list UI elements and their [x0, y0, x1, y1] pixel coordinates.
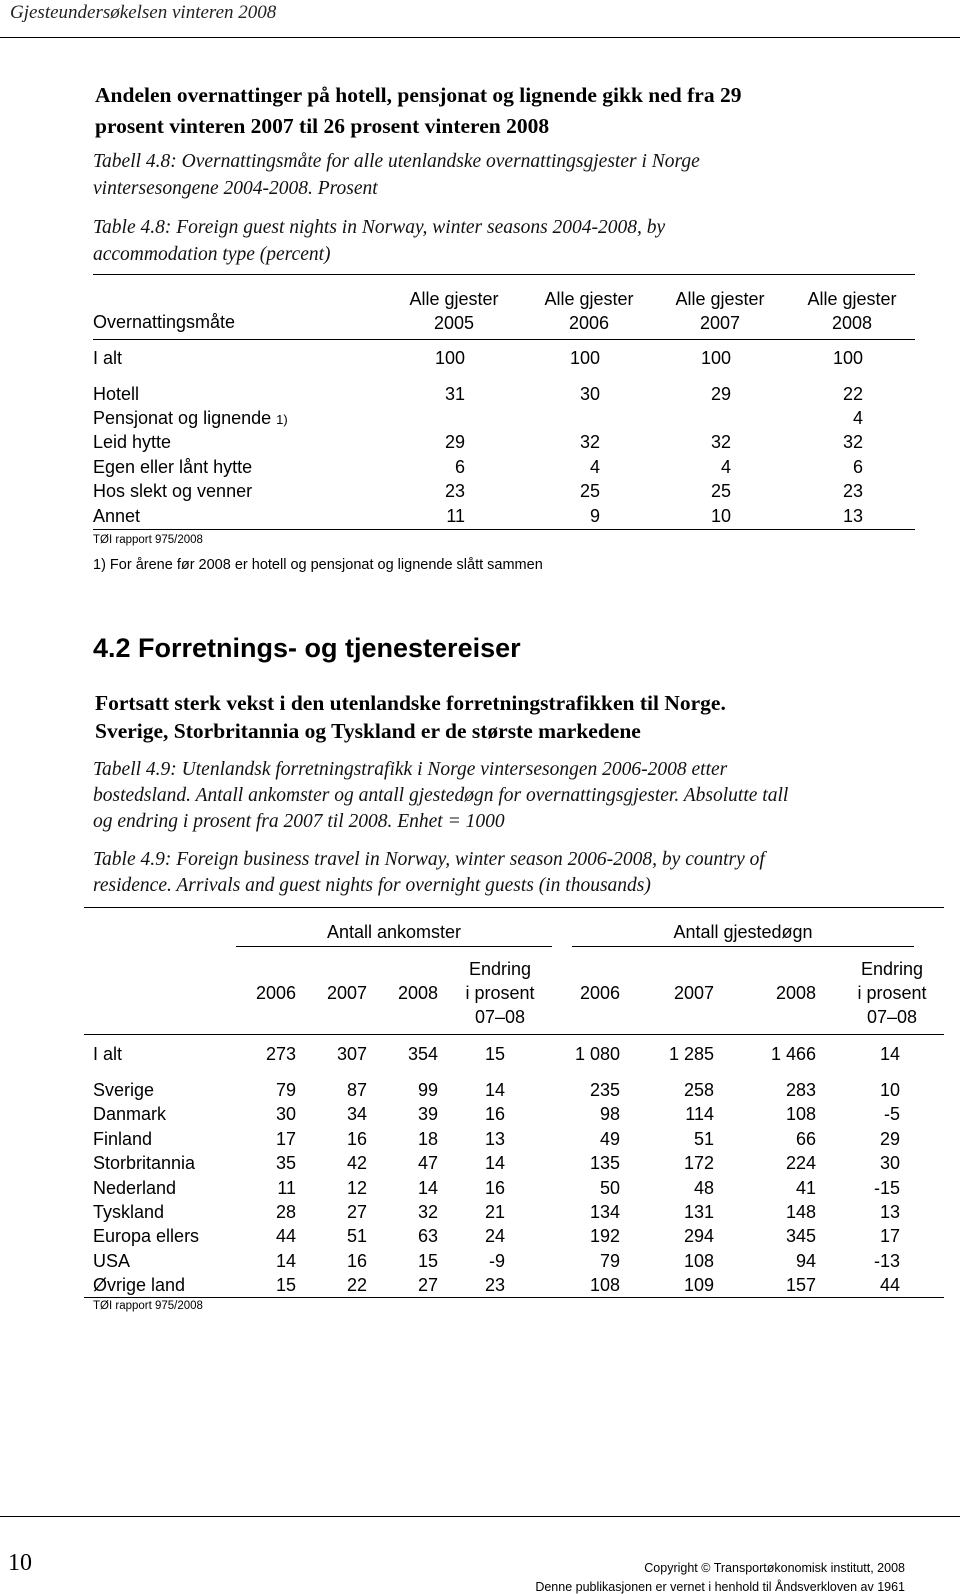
table2-cell: 135: [589, 1153, 620, 1174]
table2-cell: 27: [417, 1275, 438, 1296]
table2-row-label: Tyskland: [93, 1202, 165, 1222]
table2-top-rule: [84, 907, 944, 908]
table1-top-rule: [93, 274, 915, 275]
table2-cell: 258: [683, 1080, 714, 1100]
table2-caption-no-2: bostedsland. Antall ankomster og antall gjestedøgn for overnattingsgjester. Absolutte tall: [93, 785, 789, 806]
table2-cell: 87: [346, 1080, 367, 1100]
table2-group-rule: [572, 946, 914, 947]
table2-row-label: Finland: [93, 1128, 153, 1149]
table2-row-label: Sverige: [93, 1080, 155, 1100]
table2-source: TØI rapport 975/2008: [93, 1300, 203, 1312]
table2-cell: 224: [785, 1153, 816, 1174]
table2-cell: 16: [346, 1250, 367, 1271]
table2-cell: 16: [346, 1128, 367, 1149]
header-divider: [0, 37, 960, 38]
table2-cell: 108: [589, 1275, 620, 1296]
table2-cell: 14: [879, 1044, 900, 1064]
table2-cell: 14: [417, 1177, 438, 1198]
table2-row-label: Danmark: [93, 1104, 167, 1125]
table2-cell: 28: [275, 1202, 296, 1222]
table1-cell: 4: [589, 457, 600, 477]
table1-cell: 6: [454, 457, 465, 477]
table2-cell: 273: [265, 1044, 296, 1064]
table2-caption-en-2: residence. Arrivals and guest nights for overnight guests (in thousands): [93, 875, 651, 896]
table2-row-label: USA: [93, 1250, 131, 1271]
table1-cell: 13: [842, 506, 863, 526]
intro-heading-line-1: Andelen overnattinger på hotell, pensjonat og lignende gikk ned fra 29: [95, 83, 742, 107]
table2-cell: 15: [417, 1250, 438, 1271]
table2-caption-no-1: Tabell 4.9: Utenlandsk forretningstrafikk i Norge vintersesongen 2006-2008 etter: [93, 759, 728, 780]
table2-col: 2007: [326, 983, 367, 1003]
table1-cell: 100: [832, 348, 863, 368]
table2-caption-no-3: og endring i prosent fra 2007 til 2008. Enhet = 1000: [93, 811, 505, 832]
table2-cell: 148: [785, 1202, 816, 1222]
table2-cell: 307: [336, 1044, 367, 1064]
table2-cell: 11: [277, 1177, 296, 1198]
table2-col: 2007: [673, 983, 714, 1003]
table1-cell: 31: [444, 384, 465, 404]
table2-cell: 17: [275, 1128, 296, 1149]
table2-cell: 79: [599, 1250, 620, 1271]
table1-caption-no-2: vintersesongene 2004-2008. Prosent: [93, 178, 378, 199]
table2-col: 2008: [775, 983, 816, 1003]
table2-row-label: Nederland: [93, 1177, 177, 1198]
table2-cell: 27: [346, 1202, 367, 1222]
table2-cell: 14: [484, 1080, 505, 1100]
table2-cell: 29: [879, 1128, 900, 1149]
table1-cell: 4: [852, 408, 863, 428]
table2-cell: 172: [683, 1153, 714, 1174]
table2-cell: 131: [683, 1202, 714, 1222]
table2-group-rule: [236, 946, 552, 947]
table2-cell: 66: [795, 1128, 816, 1149]
table2-cell: 24: [484, 1226, 505, 1247]
table2-cell: 63: [417, 1226, 438, 1247]
table2-cell: 17: [879, 1226, 900, 1247]
table2-header-rule: [84, 1034, 944, 1035]
table2-cell: 35: [275, 1153, 296, 1174]
table2-cell: 23: [484, 1275, 505, 1296]
table2-change-label: i prosent: [857, 983, 927, 1003]
table2-change-label: Endring: [468, 959, 532, 979]
table2-cell: 94: [795, 1250, 816, 1271]
table2-col: 2006: [579, 983, 620, 1003]
table1-cell: 10: [710, 506, 731, 526]
table2-cell: 15: [275, 1275, 296, 1296]
table1-cell: 29: [444, 432, 465, 452]
footnote-marker: 1): [276, 412, 288, 427]
table1-cell: 23: [444, 481, 465, 501]
table1-row-label: [93, 408, 288, 429]
table1-cell: 11: [446, 506, 465, 526]
table2-cell: 157: [785, 1275, 816, 1296]
table1-cell: 4: [720, 457, 731, 477]
table1-cell: 32: [710, 432, 731, 452]
copyright-notice: Denne publikasjonen er vernet i henhold til Åndsverkloven av 1961: [535, 1580, 905, 1594]
table2-col: 2006: [255, 983, 296, 1003]
table2-cell: 192: [589, 1226, 620, 1247]
table1-cell: 25: [579, 481, 600, 501]
table1-cell: 23: [842, 481, 863, 501]
table2-cell: 108: [785, 1104, 816, 1125]
table2-cell: 10: [879, 1080, 900, 1100]
table1-col-year: 2008: [831, 313, 873, 333]
table1-caption-en-2: accommodation type (percent): [93, 244, 331, 265]
table1-caption-en-1: Table 4.8: Foreign guest nights in Norway, winter seasons 2004-2008, by: [93, 217, 666, 238]
table2-cell: 47: [417, 1153, 438, 1174]
table1-cell: 9: [589, 506, 600, 526]
table1-row-label: Leid hytte: [93, 432, 172, 452]
table2-cell: 50: [599, 1177, 620, 1198]
table2-cell: -15: [873, 1177, 900, 1198]
table2-cell: -13: [873, 1250, 900, 1271]
table1-footnote: 1) For årene før 2008 er hotell og pensjonat og lignende slått sammen: [93, 557, 543, 573]
table1-cell: 100: [700, 348, 731, 368]
table2-cell: 98: [599, 1104, 620, 1125]
table2-cell: 18: [417, 1128, 438, 1149]
table2-row-label: Storbritannia: [93, 1153, 196, 1174]
intro-heading-line-2: prosent vinteren 2007 til 26 prosent vinteren 2008: [95, 114, 550, 138]
table2-cell: 79: [275, 1080, 296, 1100]
table2-cell: 30: [879, 1153, 900, 1174]
table2-change-label: Endring: [860, 959, 924, 979]
table2-cell: 1 466: [770, 1044, 816, 1064]
table2-cell: 21: [484, 1202, 505, 1222]
table1-row-label: Hotell: [93, 384, 140, 404]
table2-cell: 16: [484, 1104, 505, 1125]
section-heading-line-2: Sverige, Storbritannia og Tyskland er de største markedene: [95, 719, 641, 743]
table2-cell: 51: [693, 1128, 714, 1149]
table1-cell: 25: [710, 481, 731, 501]
copyright: Copyright © Transportøkonomisk institutt, 2008: [644, 1561, 905, 1575]
table2-cell: 22: [346, 1275, 367, 1296]
table2-cell: 15: [484, 1044, 505, 1064]
table2-cell: 235: [589, 1080, 620, 1100]
table1-cell: 22: [842, 384, 863, 404]
table1-col-head: Alle gjester: [409, 289, 499, 309]
footer-divider: [40, 1516, 960, 1517]
table2-change-label: 07–08: [866, 1007, 918, 1027]
table2-cell: 1 285: [668, 1044, 714, 1064]
table2-cell: 49: [599, 1128, 620, 1149]
section-title: 4.2 Forretnings- og tjenestereiser: [93, 633, 521, 663]
table2-row-label: Øvrige land: [93, 1275, 186, 1296]
section-heading-line-1: Fortsatt sterk vekst i den utenlandske forretningstrafikken til Norge.: [95, 691, 726, 715]
table2-cell: 51: [346, 1226, 367, 1247]
table2-cell: 16: [484, 1177, 505, 1198]
table1-row-label: Hos slekt og venner: [93, 481, 253, 501]
table2-change-label: 07–08: [474, 1007, 526, 1027]
table1-col-head: Alle gjester: [807, 289, 897, 309]
table2-col: 2008: [397, 983, 438, 1003]
table2-group-guestnights: Antall gjestedøgn: [673, 922, 813, 942]
table2-cell: 108: [683, 1250, 714, 1271]
table1-bottom-rule: [93, 529, 915, 530]
table2-cell: 99: [417, 1080, 438, 1100]
table2-cell: 12: [346, 1177, 367, 1198]
table2-cell: -5: [883, 1104, 900, 1125]
running-header: Gjesteundersøkelsen vinteren 2008: [10, 2, 277, 23]
table2-cell: 44: [879, 1275, 900, 1296]
table1-cell: 100: [569, 348, 600, 368]
table2-cell: 14: [484, 1153, 505, 1174]
table2-cell: 13: [484, 1128, 505, 1149]
table2-cell: 283: [785, 1080, 816, 1100]
table1-col-head: Alle gjester: [544, 289, 634, 309]
table1-col-year: 2007: [699, 313, 741, 333]
table1-caption-no-1: Tabell 4.8: Overnattingsmåte for alle utenlandske overnattingsgjester i Norge: [93, 151, 700, 172]
table2-cell: 345: [785, 1226, 816, 1247]
table2-cell: 14: [275, 1250, 296, 1271]
table2-cell: -9: [488, 1250, 505, 1271]
table2-cell: 39: [417, 1104, 438, 1125]
table2-cell: 34: [346, 1104, 367, 1125]
table1-cell: 30: [579, 384, 600, 404]
table2-cell: 13: [879, 1202, 900, 1222]
table2-cell: 44: [275, 1226, 296, 1247]
table2-group-arrivals: Antall ankomster: [326, 922, 462, 942]
table2-cell: 1 080: [574, 1044, 620, 1064]
table1-col-year: 2005: [433, 313, 475, 333]
table2-cell: 42: [346, 1153, 367, 1174]
table1-col-head: Alle gjester: [675, 289, 765, 309]
table2-total-label: I alt: [93, 1044, 123, 1064]
table2-cell: 32: [417, 1202, 438, 1222]
table1-col-label: Overnattingsmåte: [93, 312, 236, 332]
table2-cell: 354: [407, 1044, 438, 1064]
table1-cell: 32: [579, 432, 600, 452]
table1-col-year: 2006: [568, 313, 610, 333]
table2-row-label: Europa ellers: [93, 1226, 200, 1247]
table2-cell: 48: [693, 1177, 714, 1198]
table2-bottom-rule: [84, 1297, 944, 1298]
table1-cell: 6: [852, 457, 863, 477]
table2-change-label: i prosent: [465, 983, 535, 1003]
table1-row-label-text: Pensjonat og lignende: [93, 408, 272, 428]
footer-divider: [0, 1516, 40, 1517]
table2-cell: 114: [685, 1104, 714, 1125]
table2-cell: 41: [795, 1177, 816, 1198]
table1-total-label: I alt: [93, 348, 123, 368]
table1-row-label: Annet: [93, 506, 141, 526]
table1-cell: 32: [842, 432, 863, 452]
table2-caption-en-1: Table 4.9: Foreign business travel in Norway, winter season 2006-2008, by country of: [93, 849, 765, 870]
table2-cell: 294: [683, 1226, 714, 1247]
table1-row-label: Egen eller lånt hytte: [93, 457, 253, 477]
table1-cell: 100: [434, 348, 465, 368]
table1-source: TØI rapport 975/2008: [93, 534, 203, 546]
table2-cell: 30: [275, 1104, 296, 1125]
table1-cell: 29: [710, 384, 731, 404]
table2-cell: 134: [589, 1202, 620, 1222]
table2-cell: 109: [683, 1275, 714, 1296]
page-number: 10: [8, 1550, 32, 1576]
table1-header-rule: [93, 339, 915, 340]
